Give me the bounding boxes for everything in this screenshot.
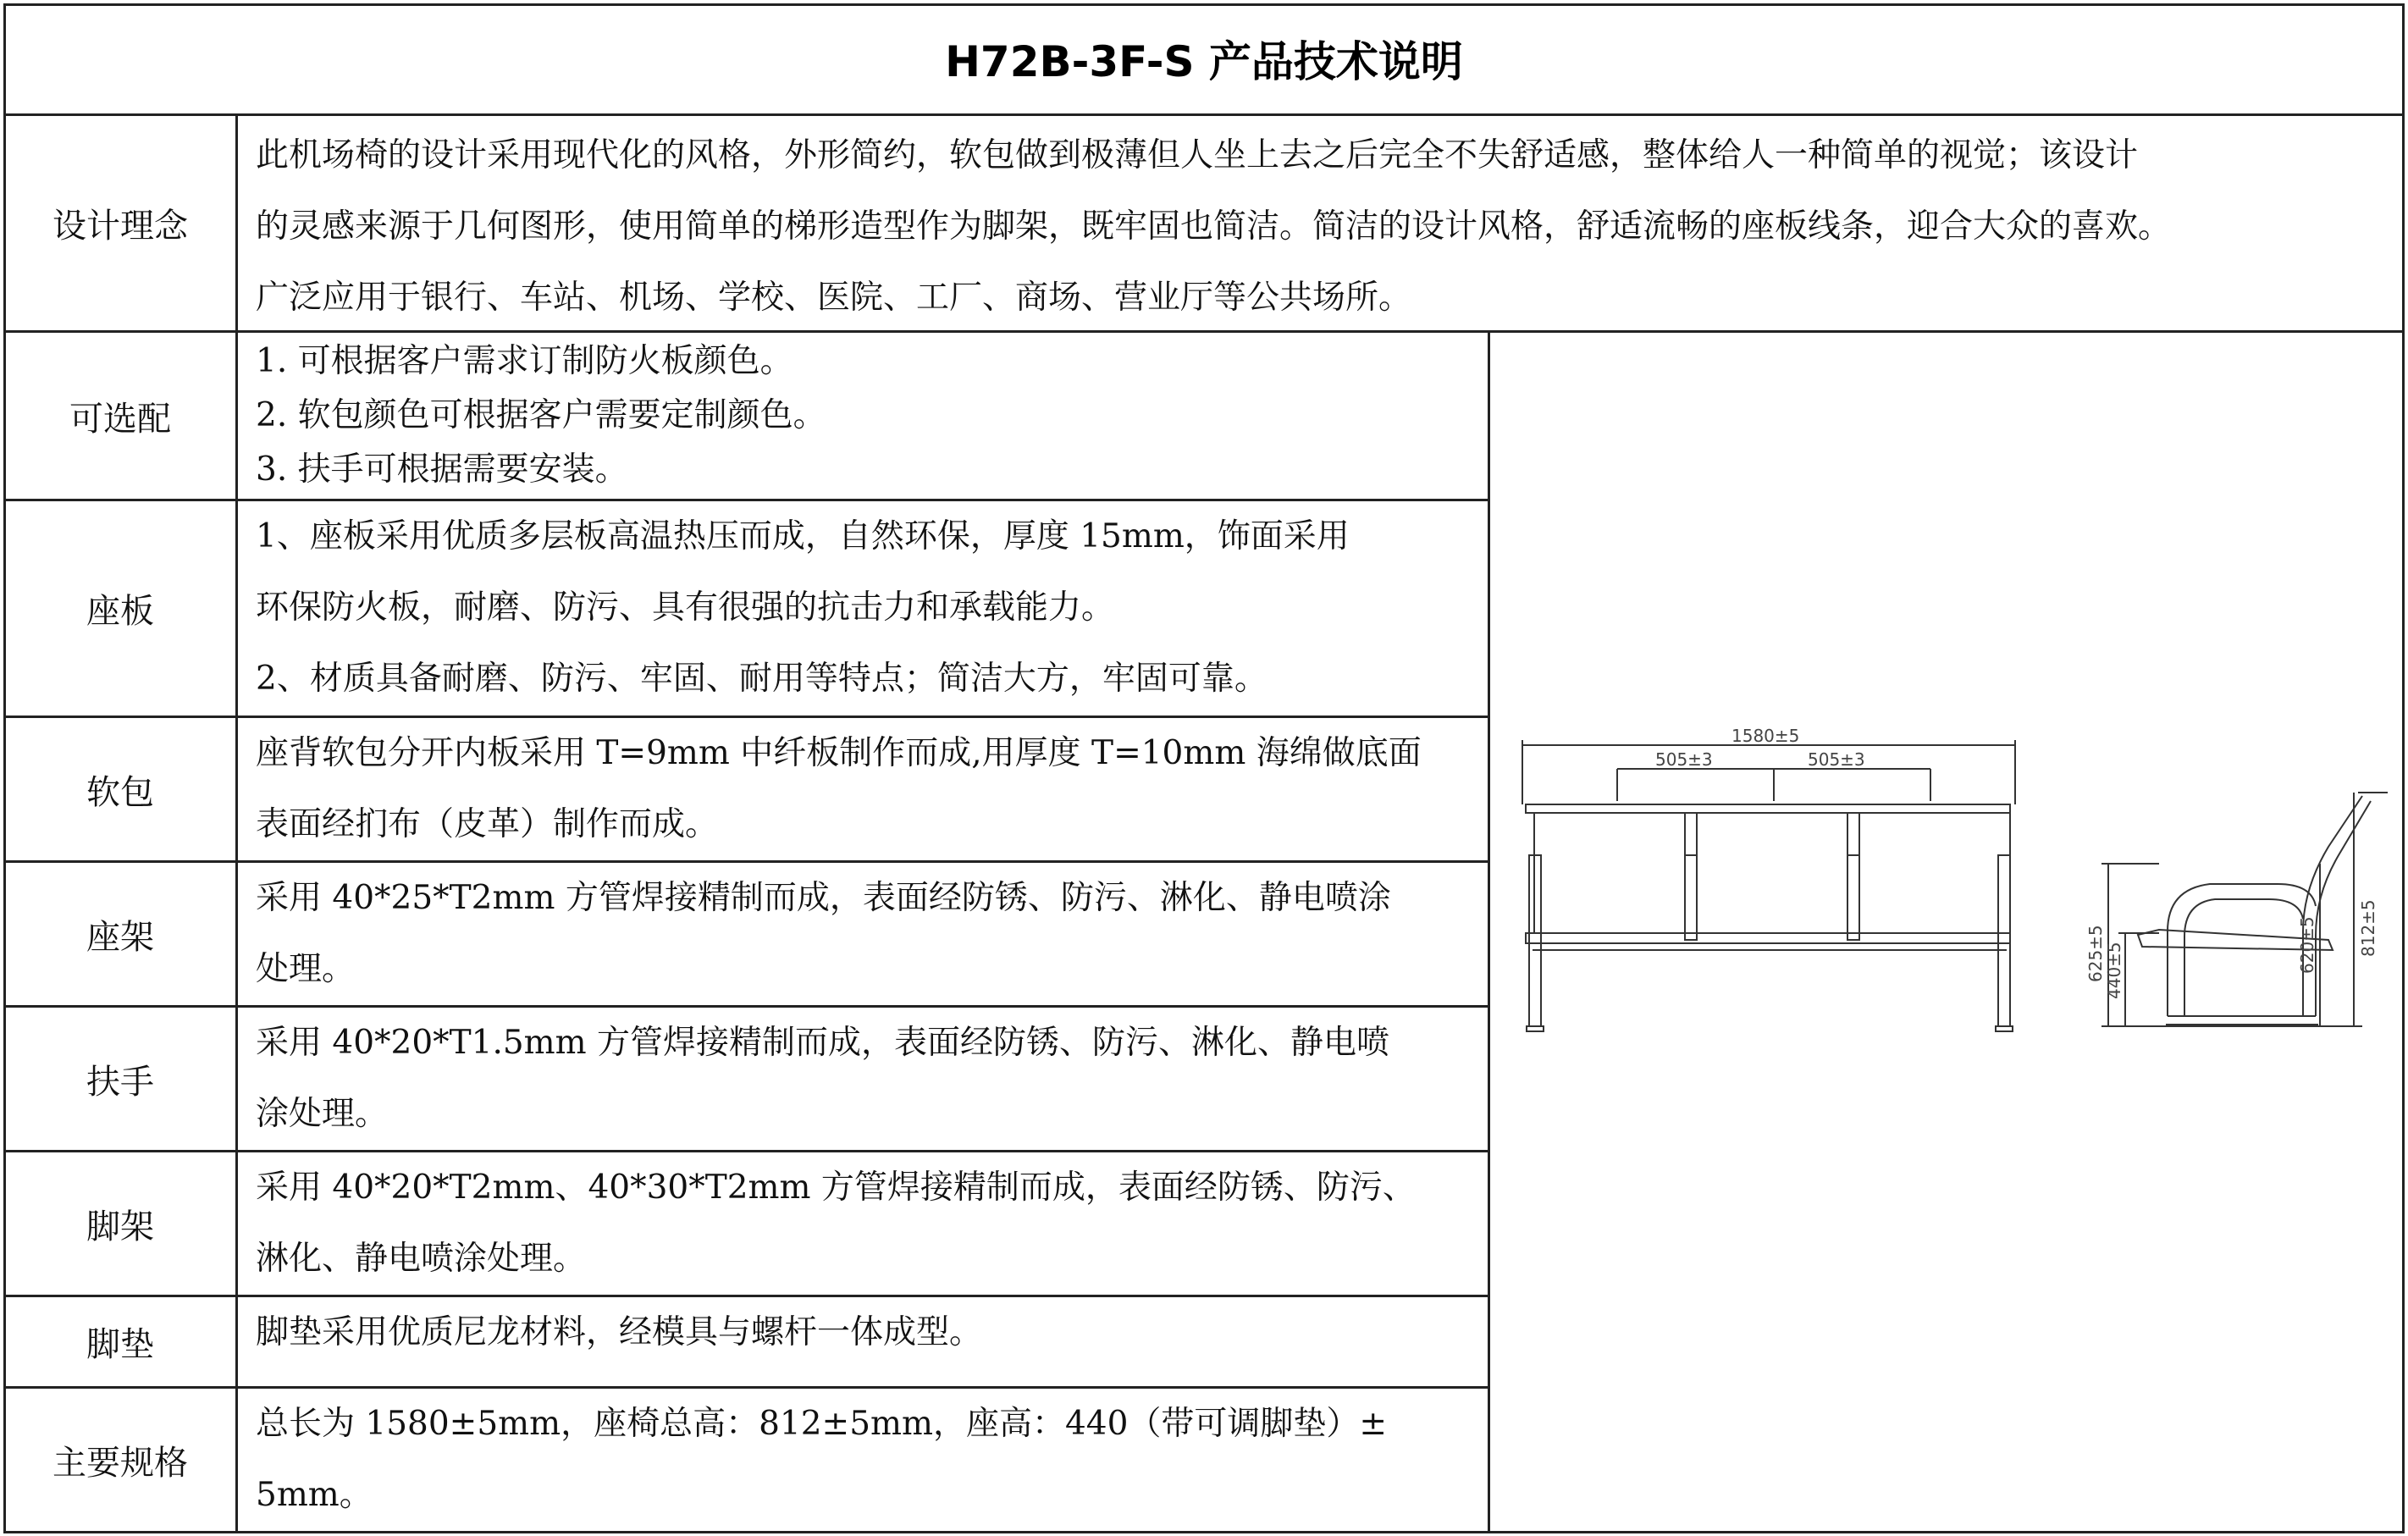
cushion-line-1: 座背软包分开内板采用 T=9mm 中纤板制作而成,用厚度 T=10mm 海绵做底面 xyxy=(256,734,1422,772)
armrest-line-2: 涂处理。 xyxy=(256,1095,389,1133)
seat-board-line-2: 环保防火板，耐磨、防污、具有很强的抗击力和承载能力。 xyxy=(256,588,1115,627)
dim-620-label: 620±5 xyxy=(2297,916,2317,974)
page-title: H72B-3F-S 产品技术说明 xyxy=(945,37,1463,86)
leg-frame-line-1: 采用 40*20*T2mm、40*30*T2mm 方管焊接精制而成，表面经防锈、防污、 xyxy=(256,1169,1416,1207)
dim-seat-2-label: 505±3 xyxy=(1808,749,1865,770)
armrest-line-1: 采用 40*20*T1.5mm 方管焊接精制而成，表面经防锈、防污、淋化、静电喷 xyxy=(256,1024,1390,1062)
row-label-leg-frame: 脚架 xyxy=(86,1207,154,1246)
leg-frame-description xyxy=(256,1152,1416,1295)
seat-board-line-3: 2、材质具备耐磨、防污、牢固、耐用等特点；简洁大方，牢固可靠。 xyxy=(256,660,1268,698)
spec-description xyxy=(256,1389,1387,1531)
dim-625-label: 625±5 xyxy=(2085,925,2106,982)
optional-item-3: 3. 扶手可根据需要安装。 xyxy=(256,450,628,489)
table-border-left xyxy=(3,3,6,1533)
seat-frame-line-2: 处理。 xyxy=(256,950,356,988)
row-label-cushion: 软包 xyxy=(86,772,154,812)
dim-440-label: 440±5 xyxy=(2104,942,2124,999)
foot-pad-line-1: 脚垫采用优质尼龙材料，经模具与螺杆一体成型。 xyxy=(256,1313,983,1351)
design-description xyxy=(256,120,2171,334)
spec-line-2: 5mm。 xyxy=(256,1476,373,1514)
optional-list xyxy=(256,334,826,497)
cushion-description xyxy=(256,718,1422,860)
optional-item-2: 2. 软包颜色可根据客户需要定制颜色。 xyxy=(256,396,826,434)
row-label-seat-board: 座板 xyxy=(86,592,154,631)
design-line-2: 的灵感来源于几何图形，使用简单的梯形造型作为脚架，既牢固也简洁。简洁的设计风格，舒适流畅的座板线条，迎合大众的喜欢。 xyxy=(256,207,2172,246)
row-label-armrest: 扶手 xyxy=(86,1062,154,1102)
row-label-foot-pad: 脚垫 xyxy=(86,1325,154,1364)
label-column-divider xyxy=(235,113,238,1533)
optional-item-1: 1. 可根据客户需求订制防火板颜色。 xyxy=(256,342,793,380)
seat-board-line-1: 1、座板采用优质多层板高温热压而成，自然环保，厚度 15mm，饰面采用 xyxy=(256,517,1350,555)
design-line-1: 此机场椅的设计采用现代化的风格，外形简约，软包做到极薄但人坐上去之后完全不失舒适感，整体给人一种简单的视觉；该设计 xyxy=(256,136,2139,174)
table-border-bottom xyxy=(3,1531,2405,1533)
foot-pad-description xyxy=(256,1297,982,1368)
row-label-spec: 主要规格 xyxy=(52,1443,188,1483)
spec-line-1: 总长为 1580±5mm，座椅总高：812±5mm，座高：440（带可调脚垫）± xyxy=(256,1405,1388,1443)
armrest-description xyxy=(256,1008,1389,1150)
dim-seat-1-label: 505±3 xyxy=(1655,749,1713,770)
leg-frame-line-2: 淋化、静电喷涂处理。 xyxy=(256,1240,587,1278)
row-label-seat-frame: 座架 xyxy=(86,917,154,957)
design-line-3: 广泛应用于银行、车站、机场、学校、医院、工厂、商场、营业厅等公共场所。 xyxy=(256,279,1412,317)
seat-frame-description xyxy=(256,863,1391,1005)
seat-board-description xyxy=(256,501,1350,715)
dim-total-label: 1580±5 xyxy=(1731,728,1800,746)
row-label-optional: 可选配 xyxy=(69,399,171,439)
title-divider xyxy=(3,113,2405,116)
seat-frame-line-1: 采用 40*25*T2mm 方管焊接精制而成，表面经防锈、防污、淋化、静电喷涂 xyxy=(256,879,1391,917)
dim-812-label: 812±5 xyxy=(2358,899,2378,957)
chair-technical-drawing xyxy=(1516,728,2405,1084)
cushion-line-2: 表面经扪布（皮革）制作而成。 xyxy=(256,805,719,843)
image-column-divider xyxy=(1488,330,1490,1533)
row-label-design: 设计理念 xyxy=(52,207,188,246)
